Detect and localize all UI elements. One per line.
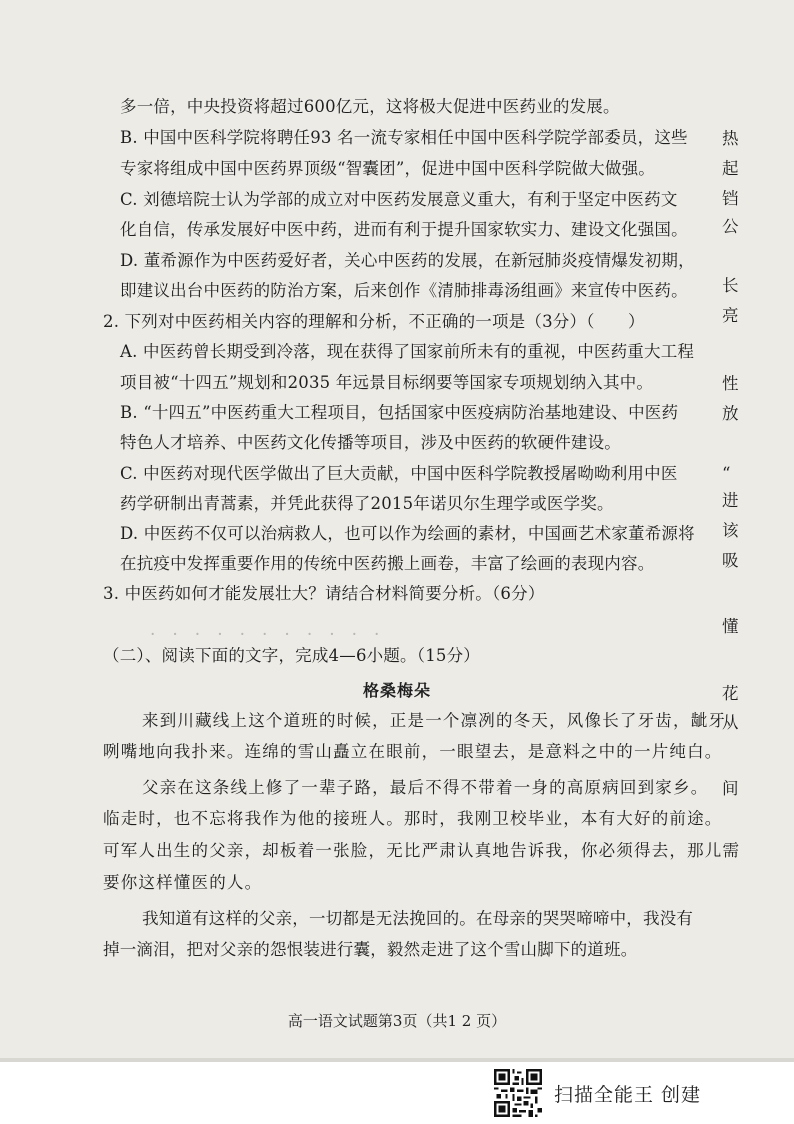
story-line: 来到川藏线上这个道班的时候，正是一个凛冽的冬天，风像长了牙齿，龇牙 (142, 711, 727, 730)
text-line: 多一倍，中央投资将超过600亿元，这将极大促进中医药业的发展。 (120, 97, 620, 116)
margin-char: 间 (722, 779, 739, 798)
story-line: 掉一滴泪，把对父亲的怨恨装进行囊，毅然走进了这个雪山脚下的道班。 (103, 940, 638, 959)
margin-char: 热 (722, 129, 739, 148)
margin-char: 花 (722, 684, 739, 703)
margin-char: 性 (722, 374, 739, 393)
text-line: 项目被“十四五”规划和2035 年远景目标纲要等国家专项规划纳入其中。 (120, 373, 654, 392)
margin-char: 铛 (722, 189, 739, 208)
watermark-label: 扫描全能王 创建 (554, 1083, 702, 1106)
text-line: 专家将组成中国中医药界顶级“智囊团”，促进中国中医科学院做大做强。 (120, 159, 655, 178)
scanner-watermark (494, 1068, 701, 1118)
text-line: D. 中医药不仅可以治病救人，也可以作为绘画的素材，中国画艺术家董希源将 (120, 524, 695, 543)
story-title: 格桑梅朵 (362, 681, 431, 700)
margin-char: “ (722, 464, 731, 483)
page-footer: 高一语文试题第3页（共1 2 页） (287, 1012, 507, 1030)
story-line: 父亲在这条线上修了一辈子路，最后不得不带着一身的高原病回到家乡。 (142, 778, 709, 797)
show-through-text: · · · · · · · · · · · (150, 625, 380, 645)
story-line: 我知道有这样的父亲，一切都是无法挽回的。在母亲的哭哭啼啼中，我没有 (142, 909, 694, 928)
question-2: 2. 下列对中医药相关内容的理解和分析，不正确的一项是（3分）（ ） (103, 312, 645, 331)
text-line: 即建议出台中医药的防治方案，后来创作《清肺排毒汤组画》来宣传中医药。 (120, 281, 688, 300)
text-line: B. “十四五”中医药重大工程项目，包括国家中医疫病防治基地建设、中医药 (120, 403, 679, 422)
story-line: 临走时，也不忘将我作为他的接班人。那时，我刚卫校毕业，本有大好的前途。 (103, 809, 723, 828)
story-line: 可军人出生的父亲，却板着一张脸，无比严肃认真地告诉我，你必须得去，那儿需 (103, 841, 741, 860)
story-line: 要你这样懂医的人。 (103, 873, 263, 892)
margin-char: 该 (722, 521, 739, 540)
text-line: 在抗疫中发挥重要作用的传统中医药搬上画卷，丰富了绘画的表现内容。 (120, 554, 655, 573)
text-line: A. 中医药曾长期受到冷落，现在获得了国家前所未有的重视，中医药重大工程 (120, 342, 695, 361)
margin-char: 亮 (722, 306, 739, 325)
text-line: B. 中国中医科学院将聘任93 名一流专家相任中国中医科学院学部委员，这些 (120, 128, 688, 147)
text-line: 特色人才培养、中医药文化传播等项目，涉及中医药的软硬件建设。 (120, 433, 621, 452)
text-line: 化自信，传承发展好中医中药，进而有利于提升国家软实力、建设文化强国。 (120, 220, 688, 239)
question-3: 3. 中医药如何才能发展壮大？请结合材料简要分析。（6分） (103, 584, 545, 603)
margin-char: 放 (722, 404, 739, 423)
margin-char: 懂 (722, 617, 739, 636)
margin-char: 长 (722, 276, 739, 295)
margin-char: 起 (722, 159, 739, 178)
text-line: C. 刘德培院士认为学部的成立对中医药发展意义重大，有利于坚定中医药文 (120, 190, 678, 209)
text-line: 药学研制出青蒿素，并凭此获得了2015年诺贝尔生理学或医学奖。 (120, 494, 614, 513)
margin-char: 进 (722, 491, 739, 510)
margin-char: 吸 (722, 551, 739, 570)
section-heading: （二）、阅读下面的文字，完成4—6小题。（15分） (103, 646, 480, 665)
text-line: D. 董希源作为中医药爱好者，关心中医药的发展，在新冠肺炎疫情爆发初期， (120, 251, 695, 270)
margin-char: 公 (722, 217, 739, 236)
margin-char: 从 (722, 713, 739, 732)
story-line: 咧嘴地向我扑来。连绵的雪山矗立在眼前，一眼望去，是意料之中的一片纯白。 (103, 742, 723, 761)
qr-code-icon (494, 1069, 542, 1117)
text-line: C. 中医药对现代医学做出了巨大贡献，中国中医科学院教授屠呦呦利用中医 (120, 464, 678, 483)
